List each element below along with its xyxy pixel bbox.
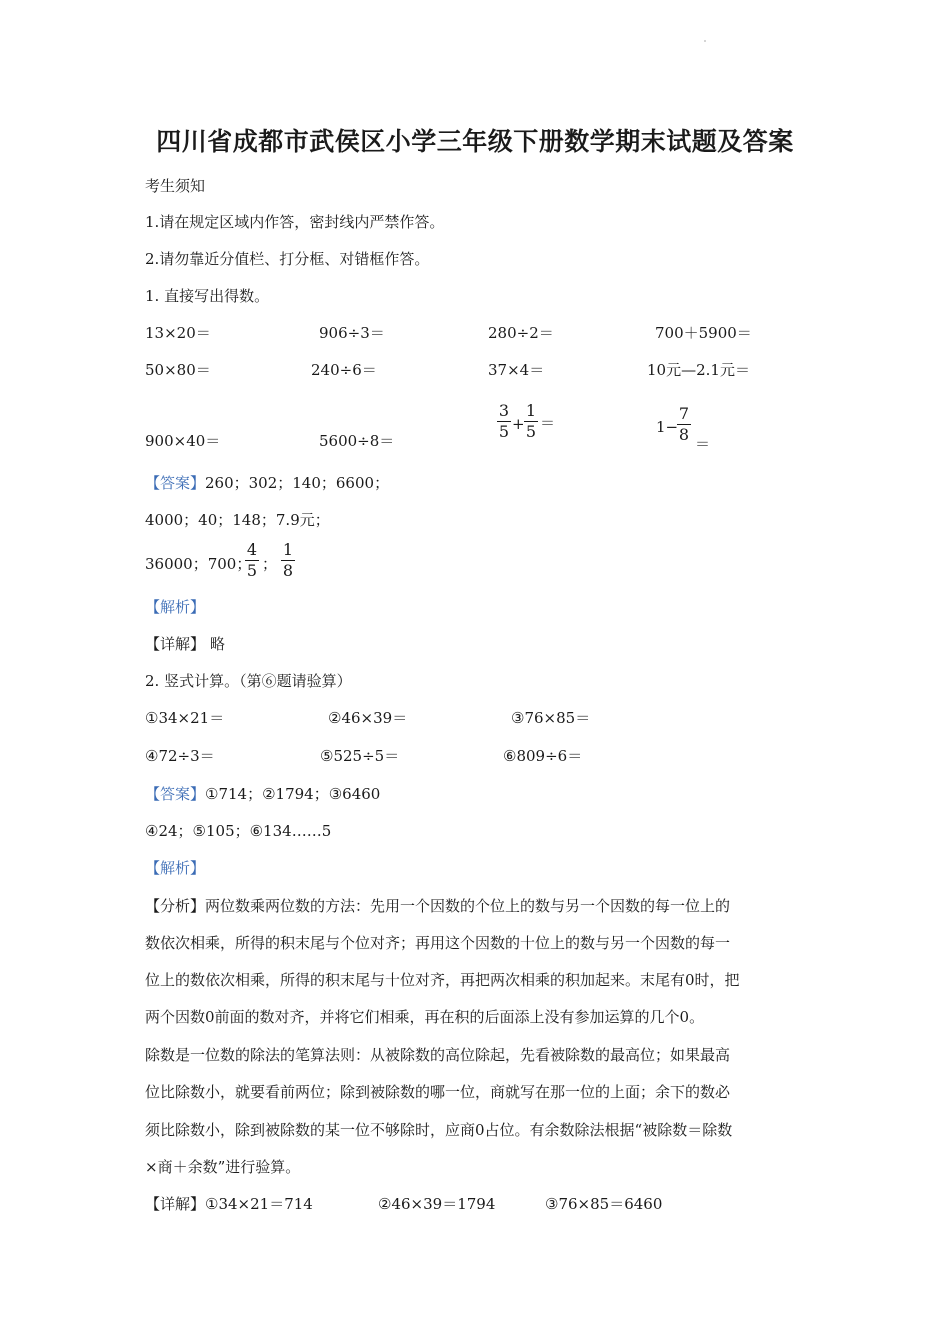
- q1-item: 280÷2＝: [488, 324, 554, 342]
- fraction: [524, 402, 538, 441]
- fraction: [497, 402, 511, 441]
- question-1-title: 1. 直接写出得数。: [145, 287, 270, 305]
- denominator: 5: [498, 422, 510, 441]
- numerator: 1: [525, 401, 537, 420]
- question-2-title: 2. 竖式计算。（第⑥题请验算）: [145, 672, 352, 690]
- analysis-line: 除数是一位数的除法的笔算法则：从被除数的高位除起，先看被除数的最高位；如果最高: [145, 1046, 731, 1064]
- equals: ＝: [695, 435, 711, 453]
- numerator: 7: [678, 404, 690, 423]
- notice-heading: 考生须知: [145, 177, 206, 195]
- answer-fraction: [245, 541, 259, 580]
- q1-item: 13×20＝: [145, 324, 211, 342]
- answer-fraction: [281, 541, 295, 580]
- numerator: 1: [282, 540, 294, 559]
- q1-item: 240÷6＝: [311, 361, 377, 379]
- detail-label: 【详解】: [145, 1195, 206, 1213]
- q2-item: ③76×85＝: [511, 709, 591, 727]
- answer-text: ④24；⑤105；⑥134……5: [145, 822, 332, 840]
- detail-label: 【详解】: [145, 635, 206, 653]
- answer-text: 36000；700；: [145, 555, 252, 573]
- notice-item: 1.请在规定区域内作答，密封线内严禁作答。: [145, 213, 445, 231]
- q2-item: ①34×21＝: [145, 709, 225, 727]
- answer-text: 260；302；140；6600；: [205, 474, 390, 492]
- analysis-line: 数依次相乘，所得的积末尾与个位对齐；再用这个因数的十位上的数与另一个因数的每一: [145, 934, 731, 952]
- analysis-label: 【解析】: [145, 859, 206, 877]
- denominator: 8: [282, 561, 294, 580]
- detail-item: ②46×39＝1794: [378, 1195, 496, 1213]
- q2-item: ②46×39＝: [328, 709, 408, 727]
- q1-item: 906÷3＝: [319, 324, 385, 342]
- analysis-line: 位上的数依次相乘，所得的积末尾与十位对齐，再把两次相乘的积加起来。末尾有0时，把: [145, 971, 740, 989]
- equals: ＝: [540, 414, 556, 432]
- answer-separator: ；: [262, 555, 278, 573]
- q2-item: ⑥809÷6＝: [503, 747, 583, 765]
- analysis-line: 两个因数0前面的数对齐，并将它们相乘，再在积的后面添上没有参加运算的几个0。: [145, 1008, 705, 1026]
- answer-label: 【答案】: [145, 785, 206, 803]
- answer-label: 【答案】: [145, 474, 206, 492]
- detail-text: 略: [210, 635, 226, 653]
- analysis-line: 【分析】两位数乘两位数的方法：先用一个因数的个位上的数与另一个因数的每一位上的: [145, 897, 731, 915]
- denominator: 5: [525, 422, 537, 441]
- analysis-line: ×商＋余数”进行验算。: [145, 1158, 301, 1176]
- page-title: 四川省成都市武侯区小学三年级下册数学期末试题及答案: [156, 127, 794, 156]
- denominator: 5: [246, 561, 258, 580]
- q2-item: ④72÷3＝: [145, 747, 215, 765]
- q1-item: 50×80＝: [145, 361, 211, 379]
- page-mark: [704, 40, 706, 42]
- fraction: [677, 405, 691, 444]
- q2-item: ⑤525÷5＝: [320, 747, 400, 765]
- numerator: 3: [498, 401, 510, 420]
- q1-item: 10元—2.1元＝: [647, 361, 750, 379]
- minuend: 1−: [656, 418, 679, 436]
- analysis-line: 须比除数小，除到被除数的某一位不够除时，应商0占位。有余数除法根据“被除数＝除数: [145, 1121, 733, 1139]
- operator: +: [512, 415, 525, 433]
- q1-item: 900×40＝: [145, 432, 221, 450]
- q1-item: 5600÷8＝: [319, 432, 395, 450]
- q1-item: 700＋5900＝: [655, 324, 752, 342]
- q1-item: 37×4＝: [488, 361, 545, 379]
- answer-text: 4000；40；148；7.9元；: [145, 511, 330, 529]
- numerator: 4: [246, 540, 258, 559]
- notice-item: 2.请勿靠近分值栏、打分框、对错框作答。: [145, 250, 430, 268]
- denominator: 8: [678, 425, 690, 444]
- answer-text: ①714；②1794；③6460: [205, 785, 381, 803]
- detail-item: ①34×21＝714: [205, 1195, 313, 1213]
- analysis-label: 【解析】: [145, 598, 206, 616]
- analysis-line: 位比除数小，就要看前两位；除到被除数的哪一位，商就写在那一位的上面；余下的数必: [145, 1083, 731, 1101]
- detail-item: ③76×85＝6460: [545, 1195, 663, 1213]
